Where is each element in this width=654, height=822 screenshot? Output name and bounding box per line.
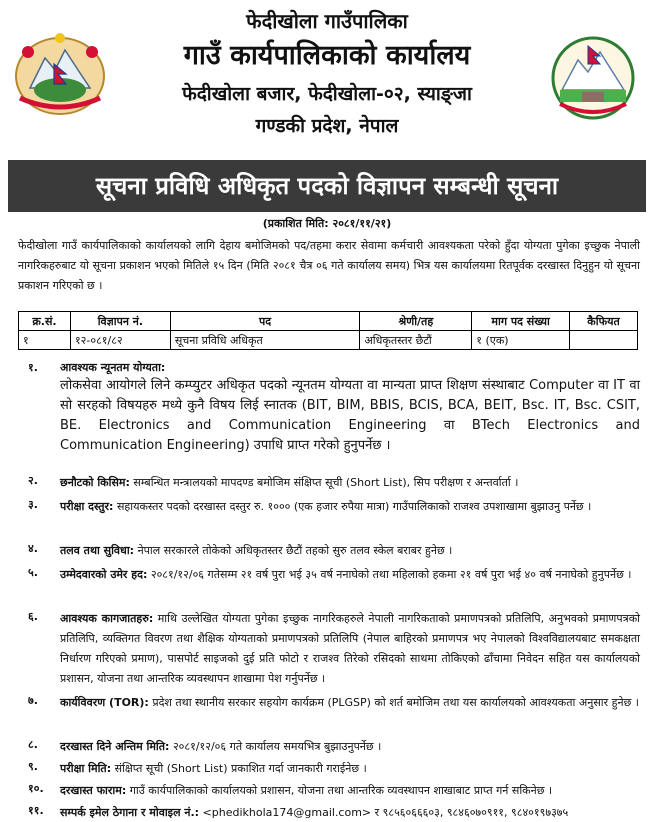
section-heading: कार्यविवरण (TOR): [60, 696, 149, 709]
cell-post: सूचना प्रविधि अधिकृत [170, 331, 360, 350]
section-heading: तलव तथा सुविधा: [60, 544, 135, 557]
section-heading: छनौटको किसिम: [60, 476, 130, 489]
province-name: गण्डकी प्रदेश, नेपाल [255, 115, 399, 137]
section-number: ८. [28, 738, 38, 751]
col-demand: माग पद संख्या [472, 312, 570, 331]
contact-details: <phedikhola174@gmail.com> र ९८५६०६६६०३, ९८४६०७०९११, ९८४०१९७३७५ [202, 806, 569, 819]
vacancy-table [18, 311, 638, 350]
section-application-form [18, 781, 640, 803]
nepal-emblem-icon [10, 28, 110, 118]
section-text: सम्बन्धित मन्त्रालयको मापदण्ड बमोजिम संक्षिप्त सूची (Short List), सिप परीक्षण र अन्तर्वार्ता । [133, 476, 519, 489]
section-text: लोकसेवा आयोगले लिने कम्प्युटर अधिकृत पदको न्यूनतम योग्यता वा मान्यता प्राप्त शिक्षण संस्थाबाट Computer वा IT वा सो सरहको विषयहरु मध्ये कुनै विषय लिई स्नातक (BIT, BIM, BBIS, BCIS, BCA, BEIT, Bsc. IT, Bsc. CSIT, BE. Electronics and Communication Engineering वा BTech Electronics and Communication Engineering) उपाधि प्राप्त गरेको हुनुपर्नेछ । [60, 378, 640, 453]
section-heading: दरखास्त फाराम: [60, 784, 127, 797]
section-selection [18, 473, 640, 497]
letterhead [0, 6, 654, 156]
letterhead-text [110, 6, 544, 142]
intro-paragraph: फेदीखोला गाउँ कार्यपालिकाको कार्यालयको लागि देहाय बमोजिमको पद/तहमा करार सेवामा कर्मचारी आवश्यकता परेको हुँदा योग्यता पुगेका इच्छुक नेपाली नागरिकहरुबाट यो सूचना प्रकाशन भएको मितिले १५ दिन (मिति २०८१ चैत्र ०६ गते कार्यालय समय) भित्र यस कार्यालयमा रितपूर्वक दरखास्त दिनुहुन यो सूचना प्रकाशन गरिएको छ । [18, 239, 640, 292]
section-number: ९. [28, 760, 38, 773]
col-remarks: कैफियत [570, 312, 638, 331]
section-text: २०८१/१२/०६ गते कार्यालय समयभित्र बुझाउनुपर्नेछ । [172, 740, 382, 753]
section-tor [18, 693, 640, 737]
section-qualification [18, 360, 640, 473]
municipality-logo-icon [548, 34, 638, 120]
section-heading: उम्मेदवारको उमेर हद: [60, 568, 148, 581]
section-number: १. [28, 361, 38, 374]
col-level: श्रेणी/तह [360, 312, 472, 331]
section-heading: सम्पर्क इमेल ठेगाना र मोवाइल नं.: [60, 806, 200, 819]
section-text: सहायकस्तर पदको दरखास्त दस्तुर रु. १००० (एक हजार रुपैया मात्रा) गाउँपालिकाको राजश्व उपशाखामा बुझाउनु पर्नेछ । [116, 500, 592, 513]
table-header-row [19, 312, 638, 331]
section-number: ५. [28, 566, 38, 579]
section-number: ६. [28, 610, 38, 623]
section-documents [18, 609, 640, 693]
section-number: ४. [28, 542, 38, 555]
office-name: गाउँ कार्यपालिकाको कार्यालय [183, 40, 471, 71]
section-exam-date [18, 759, 640, 781]
section-contact [18, 803, 640, 822]
section-number: ७. [28, 694, 38, 707]
table-row [19, 331, 638, 350]
cell-ad-number: १२-०८१/८२ [70, 331, 170, 350]
section-text: संक्षिप्त सूची (Short List) प्रकाशित गर्दा जानकारी गराईनेछ । [114, 762, 367, 775]
published-date: (प्रकाशित मिति: २०८१/११/२१) [262, 217, 392, 230]
cell-serial: १ [19, 331, 71, 350]
municipality-name: फेदीखोला गाउँपालिका [246, 9, 408, 33]
cell-remarks [570, 331, 638, 350]
section-deadline [18, 737, 640, 759]
section-heading: परीक्षा मिति: [60, 762, 112, 775]
office-address: फेदीखोला बजार, फेदीखोला-०२, स्याङ्जा [182, 83, 472, 105]
section-fee [18, 497, 640, 541]
notice-title: सूचना प्रविधि अधिकृत पदको विज्ञापन सम्बन्धी सूचना [8, 160, 646, 212]
cell-level: अधिकृतस्तर छैटौं [360, 331, 472, 350]
section-text: माथि उल्लेखित योग्यता पुगेका इच्छुक नागरिकहरुले नेपाली नागरिकताको प्रमाणपत्रको प्रतिलिपि, अनुभवको प्रमाणपत्रको प्रतिलिपि, व्यक्तिगत विवरण तथा शैक्षिक योग्यताको प्रमाणपत्रको प्रतिलिपि (नेपाल बाहिरको प्रमाणपत्र भए नेपालको विश्वविद्यालयबाट समकक्षता निर्धारण गरिएको प्रमाण), पासपोर्ट साइजको दुई प्रति फोटो र राजश्व तिरेको रसिदको साथमा तोकिएको ढाँचामा निवेदन सहित यस कार्यालयको प्रशासन, योजना तथा आन्तरिक व्यवस्थापन शाखामा पेश गर्नुपर्नेछ । [60, 612, 640, 685]
col-serial: क्र.सं. [19, 312, 71, 331]
notice-sections [18, 360, 640, 822]
section-number: ११. [28, 804, 44, 817]
section-text: नेपाल सरकारले तोकेको अधिकृतस्तर छैटौं तहको सुरु तलव स्केल बराबर हुनेछ । [137, 544, 453, 557]
section-text: २०८१/१२/०६ गतेसम्म २१ वर्ष पुरा भई ३५ वर्ष ननाघेको तथा महिलाको हकमा २१ वर्ष पुरा भई ४० वर्ष ननाघेको हुनुपर्नेछ । [150, 568, 632, 581]
section-text: प्रदेश तथा स्थानीय सरकार सहयोग कार्यक्रम (PLGSP) को शर्त बमोजिम तथा यस कार्यालयको आवश्यकता अनुसार हुनेछ । [152, 696, 639, 709]
section-heading: दरखास्त दिने अन्तिम मिति: [60, 740, 170, 753]
cell-demand: १ (एक) [472, 331, 570, 350]
section-heading: आवश्यक न्यूनतम योग्यता: [60, 361, 166, 374]
col-post: पद [170, 312, 360, 331]
section-text: गाउँ कार्यपालिकाको कार्यालयको प्रशासन, योजना तथा आन्तरिक व्यवस्थापन शाखाबाट प्राप्त गर्न सकिनेछ । [129, 784, 553, 797]
section-age-limit [18, 565, 640, 609]
col-ad-number: विज्ञापन नं. [70, 312, 170, 331]
section-number: १०. [28, 782, 44, 795]
section-salary [18, 541, 640, 565]
section-number: २. [28, 474, 38, 487]
section-number: ३. [28, 498, 38, 511]
section-heading: परीक्षा दस्तुर: [60, 500, 114, 513]
section-heading: आवश्यक कागजातहरु: [60, 612, 154, 625]
